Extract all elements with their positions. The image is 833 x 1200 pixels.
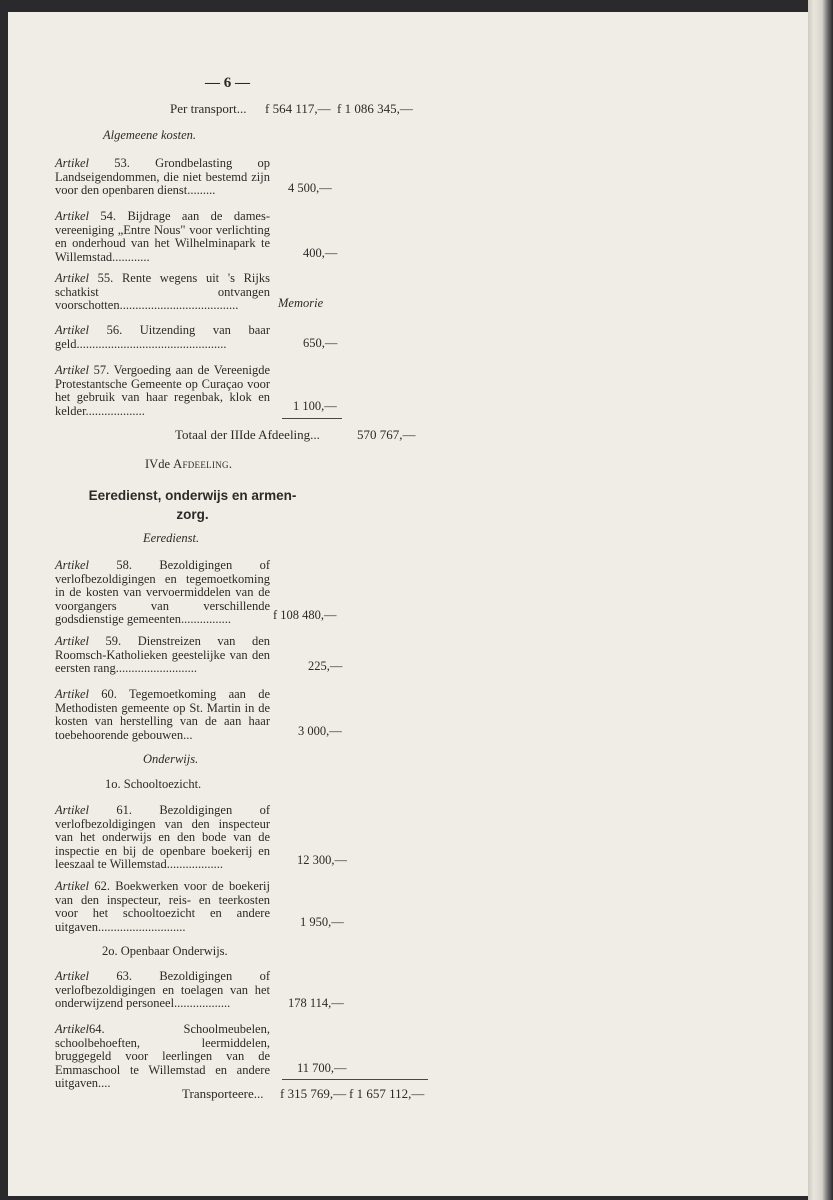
article-text: 64. Schoolmeubelen, schoolbehoeften, leermiddelen, bruggegeld voor leerlingen van de Emmaschool te Willemstad en andere uitgaven....: [55, 1022, 270, 1091]
article-label: Artikel: [55, 969, 90, 983]
article-label: Artikel: [55, 156, 90, 170]
book-binding-edge: [808, 0, 833, 1200]
article-59: [55, 635, 270, 676]
article-54: [55, 210, 270, 264]
subsection-openbaar-onderwijs: 2o. Openbaar Onderwijs.: [102, 944, 228, 958]
article-text: 56. Uitzending van baar geld................................................: [55, 323, 270, 351]
article-label: Artikel: [55, 634, 90, 648]
transport-top-amount: f 564 117,—: [265, 101, 331, 116]
heading-line-1: Eeredienst, onderwijs en armen-: [88, 488, 297, 503]
transport-bottom-total: f 1 657 112,—: [349, 1086, 425, 1101]
article-56: [55, 324, 270, 351]
article-61: [55, 804, 270, 872]
article-label: Artikel: [55, 271, 90, 285]
afdeeling-prefix: IVde: [145, 457, 170, 471]
article-label: Artikel: [55, 323, 90, 337]
transport-bottom-amount: f 315 769,—: [280, 1086, 347, 1101]
subsection-schooltoezicht: 1o. Schooltoezicht.: [105, 777, 202, 791]
article-62: [55, 880, 270, 934]
article-label: Artikel: [55, 879, 90, 893]
article-63: [55, 970, 270, 1011]
article-60-amount: 3 000,—: [298, 724, 342, 738]
article-text: 63. Bezoldigingen of verlofbezoldigingen en toelagen van het onderwijzend personeel..................: [55, 969, 270, 1011]
article-text: 62. Boekwerken voor de boekerij van den inspecteur, reis- en teerkosten voor het schooltoezicht en andere uitgaven............................: [55, 879, 270, 934]
article-label: Artikel: [55, 803, 90, 817]
section-heading-onderwijs: Onderwijs.: [143, 752, 199, 766]
article-56-amount: 650,—: [303, 336, 338, 350]
afdeeling-iv-title: [145, 457, 232, 472]
totaal-iii-label: Totaal der IIIde Afdeeling...: [175, 427, 320, 442]
article-text: 55. Rente wegens uit 's Rijks schatkist ontvangen voorschotten......................................: [55, 271, 270, 313]
article-label: Artikel: [55, 687, 90, 701]
page-number: — 6 —: [205, 75, 250, 91]
article-57-amount: 1 100,—: [293, 399, 337, 413]
article-label: Artikel: [55, 363, 90, 377]
article-57: [55, 364, 270, 418]
article-59-amount: 225,—: [308, 659, 343, 673]
article-62-amount: 1 950,—: [300, 915, 344, 929]
article-61-amount: 12 300,—: [297, 853, 347, 867]
article-label: Artikel: [55, 1022, 90, 1036]
transport-bottom-label: Transporteere...: [182, 1086, 264, 1101]
afdeeling-name: Afdeeling.: [173, 457, 233, 471]
article-63-amount: 178 114,—: [288, 996, 344, 1010]
article-text: 53. Grondbelasting op Landseigendommen, die niet bestemd zijn voor den openbaren dienst.........: [55, 156, 270, 198]
section-title-eeredienst-onderwijs: [55, 486, 330, 524]
article-55: [55, 272, 270, 313]
heading-line-2: zorg.: [176, 507, 209, 522]
article-text: 58. Bezoldigingen of verlofbezoldigingen en tegemoetkoming in de kosten van vervoermiddelen van de voorgangers van verschillende godsdienstige gemeenten................: [55, 558, 270, 627]
totaal-iii-amount: 570 767,—: [357, 427, 416, 442]
article-64-amount: 11 700,—: [297, 1061, 347, 1075]
article-text: 57. Vergoeding aan de Vereenigde Protestantsche Gemeente op Curaçao voor het gebruik van haar regenbak, klok en kelder...................: [55, 363, 270, 418]
section-heading-algemeene-kosten: Algemeene kosten.: [103, 128, 197, 142]
article-60: [55, 688, 270, 742]
article-54-amount: 400,—: [303, 246, 338, 260]
article-55-amount: Memorie: [278, 296, 324, 310]
section-heading-eeredienst: Eeredienst.: [143, 531, 200, 545]
article-58-amount: f 108 480,—: [273, 608, 337, 622]
article-64: [55, 1023, 270, 1091]
transport-rule: [282, 1079, 428, 1080]
article-label: Artikel: [55, 209, 90, 223]
article-58: [55, 559, 270, 627]
transport-top-label: Per transport...: [170, 101, 247, 116]
article-label: Artikel: [55, 558, 90, 572]
article-text: 59. Dienstreizen van den Roomsch-Katholieken geestelijke van den eersten rang..........................: [55, 634, 270, 676]
transport-top-total: f 1 086 345,—: [337, 101, 413, 116]
article-text: 54. Bijdrage aan de dames-vereeniging „Entre Nous" voor verlichting en onderhoud van het Wilhelminapark te Willemstad............: [55, 209, 270, 264]
article-53: [55, 157, 270, 198]
subtotal-rule: [282, 418, 342, 419]
article-text: 61. Bezoldigingen of verlofbezoldigingen van den inspecteur van het onderwijs en den bode van de inspectie en bij de openbare boekerij en leeszaal te Willemstad..................: [55, 803, 270, 872]
article-53-amount: 4 500,—: [288, 181, 332, 195]
article-text: 60. Tegemoetkoming aan de Methodisten gemeente op St. Martin in de kosten van herstelling van de aan haar toebehoorende gebouwen...: [55, 687, 270, 742]
